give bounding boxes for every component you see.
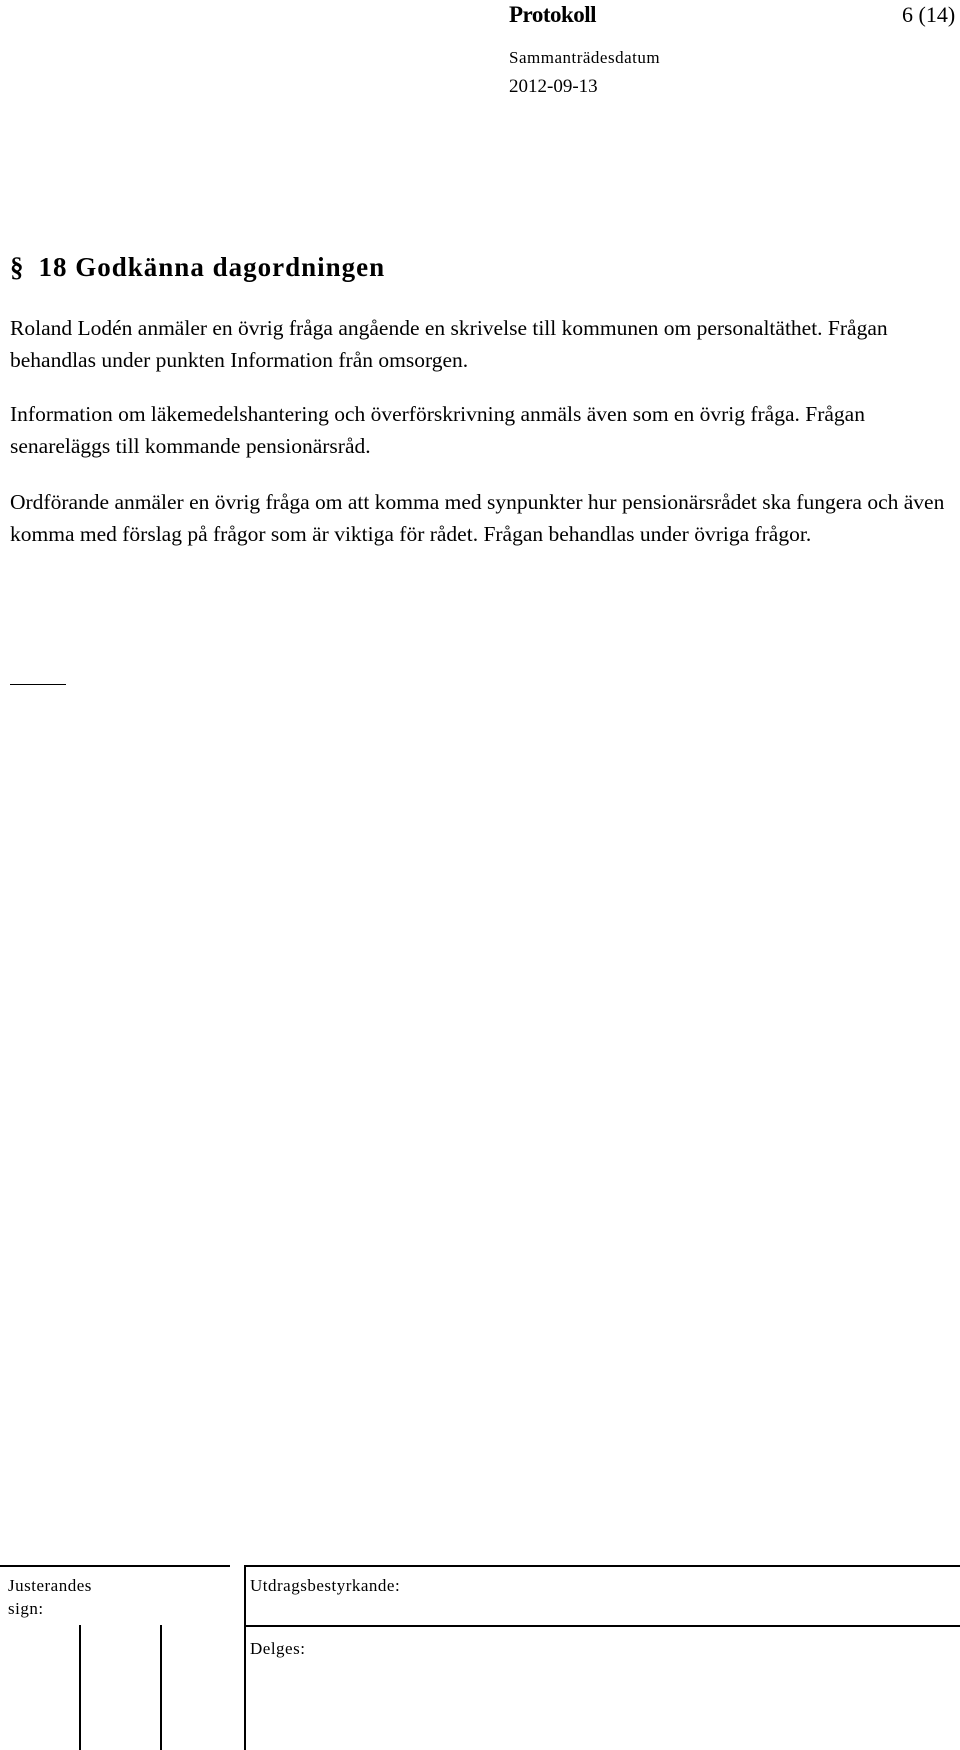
paragraph-2: Information om läkemedelshantering och överförskrivning anmäls även som en övrig fråga. Frågan senareläggs till kommande pensionärsråd. xyxy=(10,402,865,458)
section-end-rule xyxy=(10,684,66,685)
footer-column-divider xyxy=(244,1565,246,1750)
document-title: Protokoll xyxy=(509,2,597,27)
signature-box-divider-1 xyxy=(79,1625,81,1750)
meeting-date-label: Sammanträdesdatum xyxy=(509,48,661,67)
page-number: 6 (14) xyxy=(902,2,956,27)
meeting-date: 2012-09-13 xyxy=(509,76,598,97)
signature-footer xyxy=(0,1565,960,1750)
footer-rule-divider xyxy=(244,1625,960,1627)
justerandes-label: Justerandes xyxy=(8,1576,92,1595)
footer-rule-top-right xyxy=(244,1565,960,1567)
footer-rule-top-left xyxy=(0,1565,230,1567)
sign-label: sign: xyxy=(8,1599,44,1618)
signature-box-divider-2 xyxy=(160,1625,162,1750)
paragraph-1: Roland Lodén anmäler en övrig fråga angående en skrivelse till kommunen om personaltäthet. Frågan behandlas under punkten Information från omsorgen. xyxy=(10,316,888,372)
paragraph-3: Ordförande anmäler en övrig fråga om att komma med synpunkter hur pensionärsrådet ska fungera och även komma med förslag på frågor som är viktiga för rådet. Frågan behandlas under övriga frågor. xyxy=(10,490,945,546)
utdragsbestyrkande-label: Utdragsbestyrkande: xyxy=(250,1576,401,1595)
section-sign: § xyxy=(10,252,25,282)
section-heading xyxy=(10,252,385,283)
delges-label: Delges: xyxy=(250,1639,306,1658)
section-heading-text: 18 Godkänna dagordningen xyxy=(38,252,386,282)
